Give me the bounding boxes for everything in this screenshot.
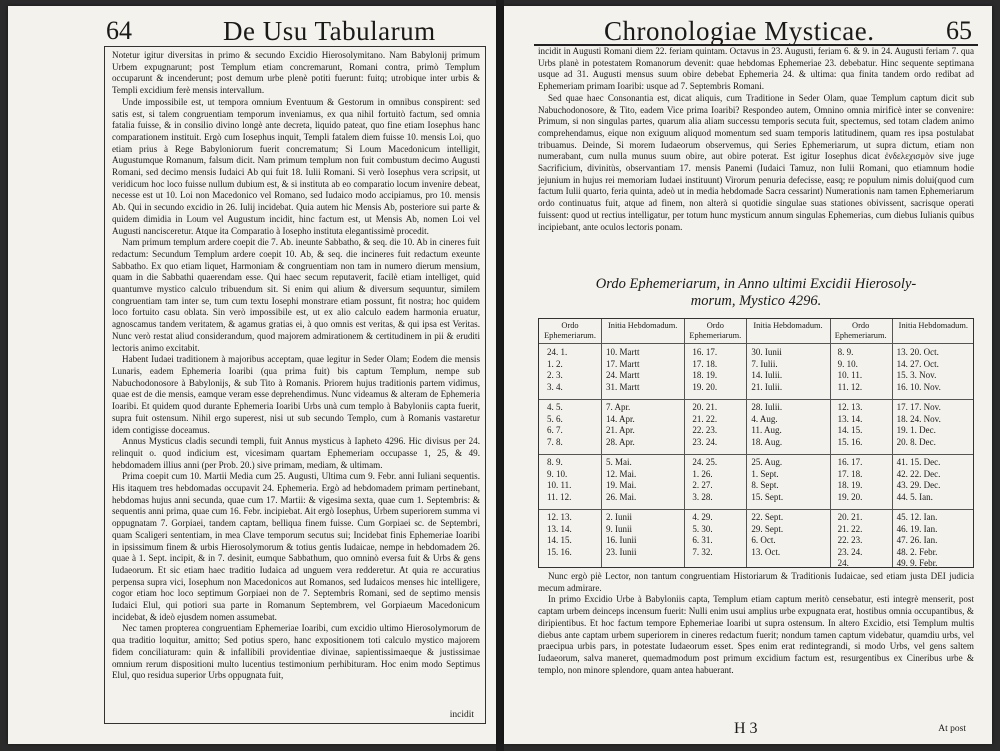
table-cell: 48. 2. Febr.	[896, 546, 938, 557]
table-cell: 20. 8. Dec.	[896, 436, 936, 447]
table-cell: 10. 11.	[547, 480, 572, 490]
table-cell: 28. Iulii.	[751, 402, 783, 412]
table-cell: 2. 27.	[692, 480, 713, 490]
table-cell: 14. 15.	[547, 535, 572, 545]
table-cell: 31. Martt	[606, 381, 640, 392]
paragraph: Sed quae haec Consonantia est, dicat aliquis, cum Traditione in Seder Olam, quae Templum captum dicit sub Nabuchodonosore, & Tito, eadem Vice prima Ioaribi? Respondeo autem, Omnino omnia mirificè inter se convenire: Primum, si non singulas partes, quarum alia aliam successu temporis secuta fuit, spectemus, sed totam cladem animo comprehendamus, eique non exiguum aliquod momentum sed suam temporis latitudinem, quam res ipsa postulabat tribuamus. Deinde, Si morem Iudaeorum observemus, qui Series Ephemeriarum, ut supra dictum, etiam non numerabant, cum nulla munus suum obire, aut obire poterat. Est igitur Iosephus dicat ἐνδελεχισμὸν sive juge Sacrificium, divinitùs, observantiam 17. mensis Panemi (Iudaici Tamuz, non Iulii Romani, quo etiamnum hodie jejunium in hujus rei memoriam Iudaei instituunt) Virorum penuria defecisse, easq; re populum nimis dolui(quod cum factum Iulii quarto, feria quinta, adeò ut in media hebdomade Sacra cessarint) Numerationis nam tamen Ephemeriarum ordo continuatus fuit, atque ad finem, non alterà si quotidie singulae suas stationes obivissent, sacrisque operati fuissent: quod ut rectius intelligatur, per totum hunc mysticum annum singulas Ephemerias, cum diebus Iulianis quibus incipiebant, ante oculos lectoris ponam.	[538, 92, 974, 232]
table-cell: 25. Aug.	[751, 457, 783, 467]
table-cell: 19. 1. Dec.	[896, 425, 936, 435]
table-cell: 16. 17.	[692, 347, 718, 357]
table-cell: 11. 12.	[837, 381, 863, 392]
table-cell: 24. Martt	[606, 370, 640, 380]
table-cell: 9. 10.	[837, 358, 858, 369]
table-cell: 47. 26. Ian.	[896, 535, 938, 545]
table-cell: 29. Sept.	[751, 523, 784, 534]
table-title	[538, 276, 974, 310]
table-cell: 24. 25.	[692, 457, 718, 467]
paragraph: Nec tamen propterea congruentiam Ephemeriae Ioaribi, cum excidio ultimo Hierosolymorum de qua traditio loquitur, amitto; Sed potius spero, hanc expositionem toti calculo mystico majorem fidem conciliaturam: quin & infallibili providentiae divinae, sapientissimaeque & justissimae omnium rerum dispositioni multo lucentius testimonium perhibituram. Hoc enim modo Septimus Elul, quo residua superior Urbs oppugnata fuit,	[112, 623, 480, 681]
table-cell: 22. 23.	[692, 425, 718, 435]
table-cell: 13. Oct.	[751, 546, 781, 557]
table-cell: 12. 13.	[547, 512, 572, 522]
table-column-header: Initia Hebdomadum.	[608, 321, 678, 330]
table-cell: 22. Sept.	[751, 512, 784, 522]
table-cell: 13. 20. Oct.	[896, 347, 939, 357]
catchword: incidit	[449, 710, 474, 720]
running-head	[504, 12, 992, 46]
table-column-header: Initia Hebdomadum.	[753, 321, 823, 330]
paragraph: In primo Excidio Urbe à Babyloniis capta, Templum etiam captum meritò censebatur, esti integrè menserit, post captam urbem deinceps incensum fuerit: Nulli enim usui amplius urbe expugnata erat, hostibus omnia occupantibus, & diripientibus. Et hoc factum tempore Ephemeriae Ioaribi ut supra ostensum. In altero Excidio, etsi Templum multis diebus ante captam urbem superiorem in cineres redactum fuerit; nondum tamen captum videbatur, quamdiu urbs, vel praecipua urbis pars, in potestate Iudaeorum esset. Spes enim erat redintegrandi, si modo Urbs, vel gens saltem Iudaeorum, salva maneret, quemadmodum post primum excidium factum est, resurgentibus ex Cineribus urbe & templo, non minore splendore, quam antea habuerant.	[538, 594, 974, 675]
table-cell: 10. 11.	[837, 370, 863, 380]
table-title-line: Ordo Ephemeriarum, in Anno ultimi Excidii Hierosoly-	[595, 276, 917, 292]
table-cell: 14. Iulii.	[751, 370, 783, 380]
paragraph: Habent Iudaei traditionem à majoribus acceptam, quae legitur in Seder Olam; Eodem die mensis Lunaris, eadem Ephemeria Ioaribi (qua prima fuit) bis captum Templum, nempe sub Nabuchodonosore à Babylonijs, & sub Tito à Romanis. Priorem hujus traditionis partem vidimus, quae est de die mensis, eamque veram esse deprehendimus. Nunc videamus & alteram de Ephemeria Ioaribi. Et quidem quod durante Ephemeria Ioaribi Urbs unà cum templo à Babyloniis capta fuerit, supra fuit ostensum. Nihil ergo superest, nisi ut sub secundo Templo, cum à Romanis vastaretur idem contigisse doceamus.	[112, 354, 480, 435]
table-cell: 17. 17. Nov.	[896, 402, 941, 412]
table-cell: 18. Aug.	[751, 436, 783, 447]
table-cell: 8. Sept.	[751, 480, 779, 490]
table-cell: 24.	[837, 558, 849, 568]
table-cell: 10. Martt	[606, 347, 640, 357]
table-cell: 46. 19. Ian.	[896, 523, 938, 534]
paragraph: Nam primum templum ardere coepit die 7. Ab. ineunte Sabbatho, & seq. die 10. Ab in cineres fuit redactum: Secundum Templum ardere coepit 10. Ab, & seq. die incineres fuit redactum exeunte Sabbatho. Ex quo etiam liquet, Harmoniam & congruentiam non tam in numero dierum mensium, quam in die Sabbathi quaerendam esse. Qui haec secum reputaverit, facilè etiam intelliget, quid quantumve mystico calculo tribuendum sit. Si enim qui alium & diversum sequuntur, similem congruentiam tam inter se, tum cum textu Iosephi monstrare etiam possunt, fit nostra; hoc quidem loco fortuito casu oblata. Sin verò impossibile est, ut ex alio calculo eadem harmonia eruatur, agnoscamus tandem veritatem, & agamus gratias ei, à quo omnis est veritas, & qui ipsa est Veritas. Nunc verò restat aliud considerandum, quod majorem admirationem & certitudinem in pii & eruditi lectoris animo excitabit.	[112, 237, 480, 353]
table-cell: 15. 16.	[547, 546, 572, 557]
table-column-header: Ordo Ephemeriarum.	[689, 321, 742, 340]
table-cell: 15. 3. Nov.	[896, 370, 937, 380]
table-cell: 14. 15.	[837, 425, 863, 435]
table-cell: 24. 1.	[547, 347, 568, 357]
table-cell: 41. 15. Dec.	[896, 457, 941, 467]
paragraph: Notetur igitur diversitas in primo & secundo Excidio Hierosolymitano. Nam Babylonij primum Urbem expugnarunt; post Templum etiam concremarunt, Romani contra, primò Templum occuparunt & incenderunt; post demum urbe plenè potiti fuerunt: fuitq; utrobique inter urbis & Templi excidium ferè mensis intervallum.	[112, 50, 480, 96]
paragraph: incidit in Augusti Romani diem 22. feriam quintam. Octavus in 23. Augusti, feriam 6. & 9. in 24. Augusti feriam 7. qua Urbs planè in potestatem Romanorum devenit: quae hebdomas Ephemeriae 23. debebatur. Hinc sequente septimana usque ad 31. Augusti mensus suum obire debebat Ephemeria 24. & ultima: qua finita tandem ordo redibat ad Ephemeriam primam Ioaribi: usque ad 7. Septembris Romani.	[538, 46, 974, 92]
table-cell: 4. 29.	[692, 512, 713, 522]
table-cell: 7. 32.	[692, 546, 713, 557]
table-cell: 21. Apr.	[606, 425, 635, 435]
table-cell: 42. 22. Dec.	[896, 468, 941, 479]
table-cell: 4. 5.	[547, 402, 563, 412]
table-cell: 16. 10. Nov.	[896, 381, 941, 392]
paragraph: Unde impossibile est, ut tempora omnium Eventuum & Gestorum in omnibus conspirent: sed satis est, si talem congruentiam temporum inveniamus, ex qua nihil fortuitò factum, sed omnia fatalia fuisse, & in consilio divino longè ante decreta, liquido pateat, quo fine etiam Iosephus hanc comparationem instituit. Ergò cum Iosephus inquit, Templi fatalem diem fuisse 10. mensis Loi, quo etiam prius à Rege Babyloniorum fuerit concrematum; Si Loum Macedonicum intelligit, Augustumque Romanum, falsum dicit. Nam primum templum non fuit combustum decimo Augusti Romani, sed decimo mensis Iudaici Ab qui fuit 18. Iulii Romani. Si verò Iosephus vera scripsit, ut veridicum hoc loco fuisse nullum dubium est, & si instituta ab eo comparatio locum invenire debeat, necesse est ut 10. Loi non Macedonico vel Romano, sed Iudaico modo accipiamus, pro 10. mensis Ab. Qui in secundo excidio in 26. Iulij incidebat. Quia autem hic Mensis Ab, posteriore sui parte & quidem dimidia in Loum vel Augustum incidit, hinc factum est, ut Mensis Ab, nomen Loi vel Augusti nancisceretur. Atque ita Comparatio à Iosepho instituta elegantissimè procedit.	[112, 96, 480, 236]
table-column-header: Ordo Ephemeriarum.	[544, 321, 596, 340]
right-body-text	[538, 46, 974, 233]
left-page	[8, 6, 496, 744]
table-cell: 12. 13.	[837, 402, 863, 412]
table-cell: 1. 2.	[547, 358, 563, 369]
table-cell: 7. Iulii.	[751, 358, 778, 369]
table-cell: 15. Sept.	[751, 491, 784, 502]
table-cell: 1. 26.	[692, 468, 713, 479]
table-cell: 16. 17.	[837, 457, 863, 467]
table-cell: 17. Martt	[606, 358, 640, 369]
page-number: 65	[946, 16, 972, 45]
table-cell: 11. Aug.	[751, 425, 782, 435]
table-cell: 2. 3.	[547, 370, 563, 380]
table-cell: 23. Iunii	[606, 546, 637, 557]
right-footer-text	[538, 571, 974, 676]
running-title: Chronologiae Mysticae.	[604, 16, 875, 46]
table-cell: 49. 9. Febr.	[896, 558, 938, 568]
left-body-text	[112, 50, 480, 682]
table-cell: 23. 24.	[692, 436, 718, 447]
table-cell: 11. 12.	[547, 491, 572, 502]
table-cell: 6. Oct.	[751, 535, 776, 545]
table-cell: 6. 31.	[692, 535, 713, 545]
table-column-header: Initia Hebdomadum.	[898, 321, 968, 330]
table-cell: 20. 21.	[837, 512, 863, 522]
paragraph: Annus Mysticus cladis secundi templi, fuit Annus mysticus à Iapheto 4296. Hic divisus per 24. relinquit o. quod indicium est, vicesimam quartam Ephemeriam occupasse 1, 25, & 49. hebdomadem illius anni (per Prob. 20.) sive primam, mediam, & ultimam.	[112, 436, 480, 470]
page-number: 64	[106, 16, 132, 45]
table-cell: 23. 24.	[837, 546, 863, 557]
table-cell: 3. 28.	[692, 491, 713, 502]
table-cell: 15. 16.	[837, 436, 863, 447]
table-cell: 18. 19.	[692, 370, 718, 380]
table-cell: 44. 5. Ian.	[896, 491, 933, 502]
table-cell: 16. Iunii	[606, 535, 637, 545]
table-cell: 5. Mai.	[606, 457, 632, 467]
table-cell: 19. Mai.	[606, 480, 637, 490]
paragraph: Prima coepit cum 10. Martii Media cum 25. Augusti, Ultima cum 9. Febr. anni Iuliani sequentis. His itaquem tres hebdomadas occupavit 24. Ephemeria. Ergò ad hebdomadem primam pertinebant, hebdomas hujus anni secunda, quae cum 17. Martii: & vigesima sexta, quae cum 1. Septembris: & sequentis anni prima, quae cum 16. Febr. incipiebat. Ait ergò Iosephus, Urbem superiorem summa vi oppugnatam 7. Gorpiaei, tandem captam, belliqua finem fuisse. Cum Gorpiaei sc. de Septembri, quam Scaligeri sententiam, in mea Clave temporum secutus sui; Incidebat finis Ephemeriae Ioaribi in ipsissimum finem & urbis Hierosolymorum & totius gentis Iudaicae, nempe in hebdomadem 26. quae à 1. Sept. incipit, & in 7. desinit, eumque Sabbathum, quo omninò eversa fuit & Urbs & gens Iudaeorum. Et sic etiam haec traditio Iudaica ad unguem vera redderetur. At quia re accuratius perpensa supra vici, Iosephum non Macedonicos aut Romanos, sed Iudaicos menses hic intelligere, cogor etiam hoc loco septimum Gorpiaei non de 7. Septembris Romani, sed de septimo mensis Iudaici Elul, qui potiori sua parte in Romanum Septembrem, vel Gorpiaeum Macedonicum incidebat, & ideò ejusdem nomen assumebat.	[112, 471, 480, 622]
table-cell: 43. 29. Dec.	[896, 480, 941, 490]
table-cell: 14. Apr.	[606, 413, 635, 424]
table-cell: 26. Mai.	[606, 491, 637, 502]
table-cell: 2. Iunii	[606, 512, 632, 522]
signature-mark: H 3	[734, 720, 758, 737]
table-cell: 13. 14.	[837, 413, 863, 424]
table-cell: 8. 9.	[547, 457, 563, 467]
table-cell: 9. Iunii	[606, 523, 632, 534]
table-cell: 21. Iulii.	[751, 381, 783, 392]
table-cell: 6. 7.	[547, 425, 563, 435]
table-cell: 5. 30.	[692, 523, 713, 534]
table-cell: 3. 4.	[547, 381, 563, 392]
right-page	[504, 6, 992, 744]
table-cell: 13. 14.	[547, 523, 572, 534]
table-cell: 17. 18.	[837, 468, 863, 479]
table-cell: 9. 10.	[547, 468, 568, 479]
table-cell: 14. 27. Oct.	[896, 358, 939, 369]
table-cell: 21. 22.	[837, 523, 863, 534]
table-cell: 18. 19.	[837, 480, 863, 490]
table-cell: 5. 6.	[547, 413, 563, 424]
table-cell: 7. 8.	[547, 436, 563, 447]
table-cell: 22. 23.	[837, 535, 863, 545]
running-title: De Usu Tabularum	[223, 16, 436, 46]
table-cell: 1. Sept.	[751, 468, 779, 479]
table-cell: 21. 22.	[692, 413, 718, 424]
paragraph: Nunc ergò piè Lector, non tantum congruentiam Historiarum & Traditionis Iudaicae, sed etiam justa DEI judicia mecum admirare.	[538, 571, 974, 593]
table-cell: 28. Apr.	[606, 436, 635, 447]
catchword: At post	[938, 724, 966, 734]
table-cell: 19. 20.	[692, 381, 718, 392]
table-cell: 12. Mai.	[606, 468, 637, 479]
ephemeris-table	[538, 318, 974, 568]
table-title-line: morum, Mystico 4296.	[690, 293, 822, 309]
table-cell: 7. Apr.	[606, 402, 631, 412]
table-column-header: Ordo Ephemeriarum.	[834, 321, 887, 340]
table-cell: 4. Aug.	[751, 413, 778, 424]
table-cell: 30. Iunii	[751, 347, 782, 357]
table-cell: 19. 20.	[837, 491, 863, 502]
book-gutter	[496, 0, 504, 751]
table-cell: 45. 12. Ian.	[896, 512, 938, 522]
table-cell: 8. 9.	[837, 347, 854, 357]
table-cell: 20. 21.	[692, 402, 718, 412]
table-cell: 17. 18.	[692, 358, 718, 369]
table-cell: 18. 24. Nov.	[896, 413, 941, 424]
running-head	[8, 12, 496, 46]
